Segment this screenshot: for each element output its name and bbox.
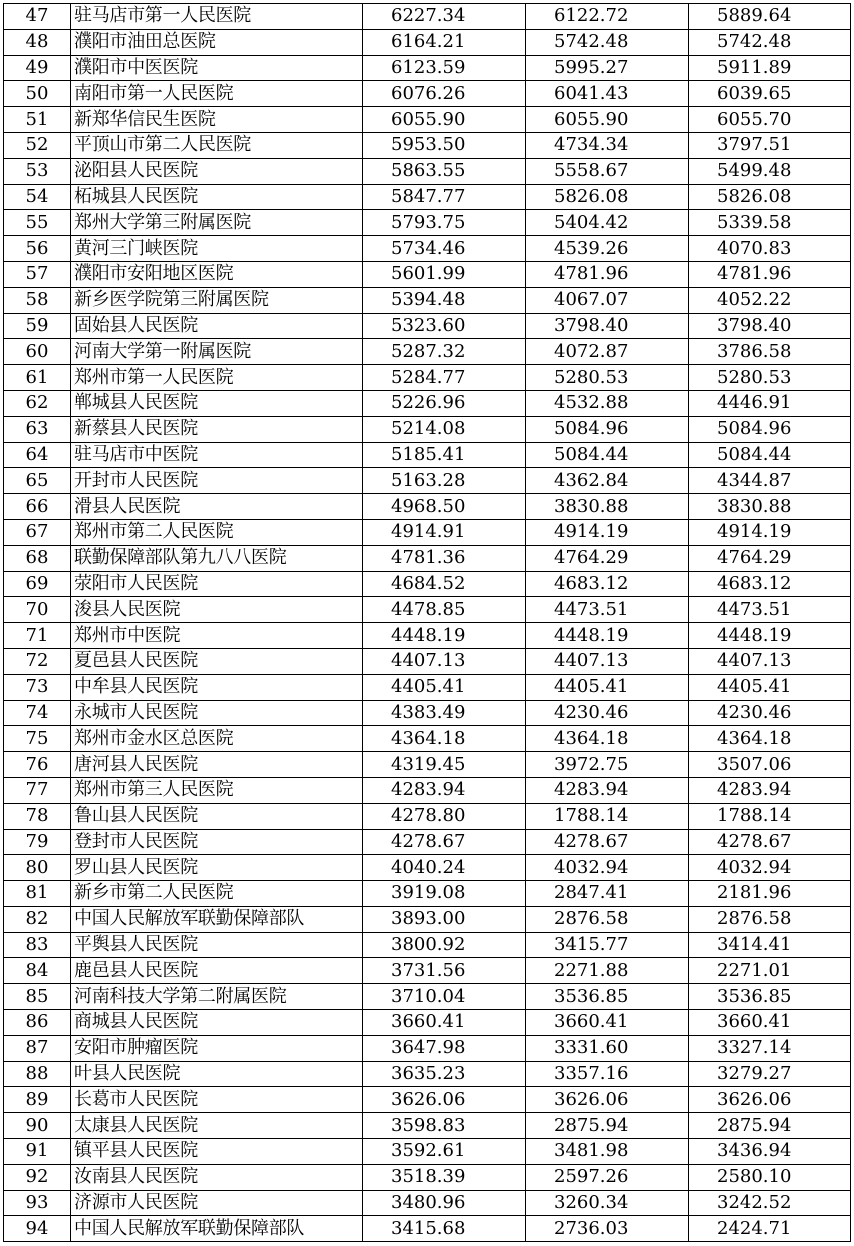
hospital-name-cell: 唐河县人民医院 bbox=[71, 752, 363, 778]
value-cell-3: 4230.46 bbox=[689, 700, 851, 726]
table-row bbox=[4, 623, 851, 649]
value-cell-3: 3798.40 bbox=[689, 313, 851, 339]
value-cell-1: 3660.41 bbox=[363, 1010, 526, 1036]
value-cell-1: 6076.26 bbox=[363, 81, 526, 107]
hospital-name-cell: 郑州市中医院 bbox=[71, 623, 363, 649]
rank-cell: 78 bbox=[4, 803, 71, 829]
rank-cell: 72 bbox=[4, 648, 71, 674]
hospital-name-cell: 濮阳市中医医院 bbox=[71, 55, 363, 81]
value-cell-3: 5084.96 bbox=[689, 416, 851, 442]
value-cell-3: 4032.94 bbox=[689, 855, 851, 881]
value-cell-2: 4532.88 bbox=[526, 390, 689, 416]
table-row bbox=[4, 1087, 851, 1113]
hospital-ranking-table bbox=[3, 3, 851, 1242]
value-cell-3: 5889.64 bbox=[689, 4, 851, 30]
value-cell-2: 4683.12 bbox=[526, 571, 689, 597]
value-cell-1: 4968.50 bbox=[363, 494, 526, 520]
rank-cell: 71 bbox=[4, 623, 71, 649]
table-row bbox=[4, 958, 851, 984]
value-cell-3: 4283.94 bbox=[689, 777, 851, 803]
hospital-name-cell: 濮阳市安阳地区医院 bbox=[71, 261, 363, 287]
table-row bbox=[4, 1010, 851, 1036]
hospital-name-cell: 鲁山县人民医院 bbox=[71, 803, 363, 829]
table-row bbox=[4, 287, 851, 313]
hospital-name-cell: 安阳市肿瘤医院 bbox=[71, 1035, 363, 1061]
value-cell-1: 4283.94 bbox=[363, 777, 526, 803]
rank-cell: 66 bbox=[4, 494, 71, 520]
value-cell-3: 3279.27 bbox=[689, 1061, 851, 1087]
value-cell-2: 4364.18 bbox=[526, 726, 689, 752]
value-cell-3: 1788.14 bbox=[689, 803, 851, 829]
value-cell-3: 3414.41 bbox=[689, 932, 851, 958]
table-row bbox=[4, 881, 851, 907]
value-cell-3: 5339.58 bbox=[689, 210, 851, 236]
table-row bbox=[4, 55, 851, 81]
table-row bbox=[4, 545, 851, 571]
hospital-name-cell: 郑州市第二人民医院 bbox=[71, 519, 363, 545]
hospital-name-cell: 新郑华信民生医院 bbox=[71, 107, 363, 133]
table-body bbox=[4, 4, 851, 1242]
rank-cell: 65 bbox=[4, 468, 71, 494]
value-cell-2: 3260.34 bbox=[526, 1190, 689, 1216]
table-row bbox=[4, 107, 851, 133]
table-row bbox=[4, 803, 851, 829]
value-cell-3: 3507.06 bbox=[689, 752, 851, 778]
value-cell-3: 3536.85 bbox=[689, 984, 851, 1010]
rank-cell: 53 bbox=[4, 158, 71, 184]
value-cell-2: 2736.03 bbox=[526, 1216, 689, 1242]
table-row bbox=[4, 236, 851, 262]
hospital-name-cell: 新蔡县人民医院 bbox=[71, 416, 363, 442]
rank-cell: 75 bbox=[4, 726, 71, 752]
hospital-name-cell: 鹿邑县人民医院 bbox=[71, 958, 363, 984]
rank-cell: 80 bbox=[4, 855, 71, 881]
table-row bbox=[4, 494, 851, 520]
value-cell-1: 3919.08 bbox=[363, 881, 526, 907]
value-cell-2: 5742.48 bbox=[526, 29, 689, 55]
hospital-name-cell: 济源市人民医院 bbox=[71, 1190, 363, 1216]
value-cell-3: 3786.58 bbox=[689, 339, 851, 365]
hospital-name-cell: 中国人民解放军联勤保障部队 bbox=[71, 1216, 363, 1242]
hospital-name-cell: 新乡医学院第三附属医院 bbox=[71, 287, 363, 313]
hospital-name-cell: 濮阳市油田总医院 bbox=[71, 29, 363, 55]
value-cell-3: 4446.91 bbox=[689, 390, 851, 416]
hospital-name-cell: 郸城县人民医院 bbox=[71, 390, 363, 416]
table-row bbox=[4, 184, 851, 210]
value-cell-2: 6122.72 bbox=[526, 4, 689, 30]
hospital-name-cell: 汝南县人民医院 bbox=[71, 1164, 363, 1190]
table-container bbox=[3, 3, 851, 1242]
value-cell-1: 4405.41 bbox=[363, 674, 526, 700]
rank-cell: 58 bbox=[4, 287, 71, 313]
rank-cell: 87 bbox=[4, 1035, 71, 1061]
value-cell-2: 4914.19 bbox=[526, 519, 689, 545]
hospital-name-cell: 南阳市第一人民医院 bbox=[71, 81, 363, 107]
rank-cell: 73 bbox=[4, 674, 71, 700]
value-cell-3: 5826.08 bbox=[689, 184, 851, 210]
value-cell-2: 4473.51 bbox=[526, 597, 689, 623]
rank-cell: 57 bbox=[4, 261, 71, 287]
hospital-name-cell: 驻马店市中医院 bbox=[71, 442, 363, 468]
rank-cell: 59 bbox=[4, 313, 71, 339]
rank-cell: 55 bbox=[4, 210, 71, 236]
value-cell-1: 4478.85 bbox=[363, 597, 526, 623]
value-cell-2: 5826.08 bbox=[526, 184, 689, 210]
rank-cell: 81 bbox=[4, 881, 71, 907]
value-cell-2: 4407.13 bbox=[526, 648, 689, 674]
rank-cell: 60 bbox=[4, 339, 71, 365]
rank-cell: 86 bbox=[4, 1010, 71, 1036]
value-cell-3: 2424.71 bbox=[689, 1216, 851, 1242]
value-cell-3: 3626.06 bbox=[689, 1087, 851, 1113]
value-cell-2: 2271.88 bbox=[526, 958, 689, 984]
rank-cell: 54 bbox=[4, 184, 71, 210]
hospital-name-cell: 中国人民解放军联勤保障部队 bbox=[71, 906, 363, 932]
rank-cell: 70 bbox=[4, 597, 71, 623]
rank-cell: 49 bbox=[4, 55, 71, 81]
value-cell-2: 3798.40 bbox=[526, 313, 689, 339]
value-cell-2: 4539.26 bbox=[526, 236, 689, 262]
hospital-name-cell: 开封市人民医院 bbox=[71, 468, 363, 494]
value-cell-3: 2876.58 bbox=[689, 906, 851, 932]
value-cell-1: 5847.77 bbox=[363, 184, 526, 210]
rank-cell: 85 bbox=[4, 984, 71, 1010]
value-cell-1: 4364.18 bbox=[363, 726, 526, 752]
value-cell-1: 3415.68 bbox=[363, 1216, 526, 1242]
value-cell-1: 3518.39 bbox=[363, 1164, 526, 1190]
table-row bbox=[4, 777, 851, 803]
value-cell-2: 5084.96 bbox=[526, 416, 689, 442]
table-row bbox=[4, 906, 851, 932]
value-cell-3: 3797.51 bbox=[689, 132, 851, 158]
value-cell-1: 5185.41 bbox=[363, 442, 526, 468]
table-row bbox=[4, 1061, 851, 1087]
value-cell-3: 2181.96 bbox=[689, 881, 851, 907]
value-cell-1: 5214.08 bbox=[363, 416, 526, 442]
value-cell-3: 4407.13 bbox=[689, 648, 851, 674]
value-cell-1: 5793.75 bbox=[363, 210, 526, 236]
value-cell-2: 4230.46 bbox=[526, 700, 689, 726]
value-cell-3: 5499.48 bbox=[689, 158, 851, 184]
rank-cell: 93 bbox=[4, 1190, 71, 1216]
value-cell-2: 4781.96 bbox=[526, 261, 689, 287]
table-row bbox=[4, 81, 851, 107]
table-row bbox=[4, 210, 851, 236]
value-cell-1: 5734.46 bbox=[363, 236, 526, 262]
rank-cell: 92 bbox=[4, 1164, 71, 1190]
value-cell-2: 4734.34 bbox=[526, 132, 689, 158]
value-cell-2: 2875.94 bbox=[526, 1113, 689, 1139]
table-row bbox=[4, 313, 851, 339]
value-cell-1: 3592.61 bbox=[363, 1139, 526, 1165]
hospital-name-cell: 太康县人民医院 bbox=[71, 1113, 363, 1139]
rank-cell: 91 bbox=[4, 1139, 71, 1165]
value-cell-1: 4040.24 bbox=[363, 855, 526, 881]
value-cell-2: 6055.90 bbox=[526, 107, 689, 133]
value-cell-1: 6055.90 bbox=[363, 107, 526, 133]
rank-cell: 67 bbox=[4, 519, 71, 545]
table-row bbox=[4, 700, 851, 726]
value-cell-2: 2876.58 bbox=[526, 906, 689, 932]
hospital-name-cell: 夏邑县人民医院 bbox=[71, 648, 363, 674]
table-row bbox=[4, 1139, 851, 1165]
table-row bbox=[4, 1113, 851, 1139]
value-cell-3: 2271.01 bbox=[689, 958, 851, 984]
hospital-name-cell: 新乡市第二人民医院 bbox=[71, 881, 363, 907]
value-cell-2: 4764.29 bbox=[526, 545, 689, 571]
rank-cell: 64 bbox=[4, 442, 71, 468]
rank-cell: 52 bbox=[4, 132, 71, 158]
value-cell-1: 4781.36 bbox=[363, 545, 526, 571]
hospital-name-cell: 商城县人民医院 bbox=[71, 1010, 363, 1036]
table-row bbox=[4, 571, 851, 597]
hospital-name-cell: 郑州市第三人民医院 bbox=[71, 777, 363, 803]
value-cell-1: 5163.28 bbox=[363, 468, 526, 494]
table-row bbox=[4, 468, 851, 494]
value-cell-1: 5226.96 bbox=[363, 390, 526, 416]
value-cell-2: 3660.41 bbox=[526, 1010, 689, 1036]
table-row bbox=[4, 752, 851, 778]
rank-cell: 94 bbox=[4, 1216, 71, 1242]
value-cell-1: 4407.13 bbox=[363, 648, 526, 674]
hospital-name-cell: 滑县人民医院 bbox=[71, 494, 363, 520]
value-cell-1: 4684.52 bbox=[363, 571, 526, 597]
value-cell-2: 3626.06 bbox=[526, 1087, 689, 1113]
rank-cell: 68 bbox=[4, 545, 71, 571]
table-row bbox=[4, 4, 851, 30]
value-cell-3: 3436.94 bbox=[689, 1139, 851, 1165]
value-cell-3: 4405.41 bbox=[689, 674, 851, 700]
value-cell-2: 2597.26 bbox=[526, 1164, 689, 1190]
rank-cell: 84 bbox=[4, 958, 71, 984]
value-cell-2: 5995.27 bbox=[526, 55, 689, 81]
value-cell-2: 3357.16 bbox=[526, 1061, 689, 1087]
value-cell-1: 4914.91 bbox=[363, 519, 526, 545]
value-cell-2: 3331.60 bbox=[526, 1035, 689, 1061]
hospital-name-cell: 浚县人民医院 bbox=[71, 597, 363, 623]
value-cell-3: 4683.12 bbox=[689, 571, 851, 597]
value-cell-2: 4067.07 bbox=[526, 287, 689, 313]
hospital-name-cell: 罗山县人民医院 bbox=[71, 855, 363, 881]
table-row bbox=[4, 1216, 851, 1242]
value-cell-2: 4448.19 bbox=[526, 623, 689, 649]
hospital-name-cell: 郑州市第一人民医院 bbox=[71, 365, 363, 391]
value-cell-2: 4278.67 bbox=[526, 829, 689, 855]
value-cell-1: 5394.48 bbox=[363, 287, 526, 313]
rank-cell: 89 bbox=[4, 1087, 71, 1113]
value-cell-2: 2847.41 bbox=[526, 881, 689, 907]
table-row bbox=[4, 132, 851, 158]
rank-cell: 79 bbox=[4, 829, 71, 855]
value-cell-2: 6041.43 bbox=[526, 81, 689, 107]
value-cell-3: 4448.19 bbox=[689, 623, 851, 649]
value-cell-1: 5284.77 bbox=[363, 365, 526, 391]
value-cell-3: 4473.51 bbox=[689, 597, 851, 623]
value-cell-1: 4448.19 bbox=[363, 623, 526, 649]
rank-cell: 82 bbox=[4, 906, 71, 932]
table-row bbox=[4, 674, 851, 700]
value-cell-3: 6055.70 bbox=[689, 107, 851, 133]
value-cell-1: 6227.34 bbox=[363, 4, 526, 30]
value-cell-3: 2875.94 bbox=[689, 1113, 851, 1139]
table-row bbox=[4, 339, 851, 365]
table-row bbox=[4, 416, 851, 442]
hospital-name-cell: 柘城县人民医院 bbox=[71, 184, 363, 210]
value-cell-1: 3800.92 bbox=[363, 932, 526, 958]
value-cell-1: 6164.21 bbox=[363, 29, 526, 55]
value-cell-1: 5287.32 bbox=[363, 339, 526, 365]
value-cell-3: 4914.19 bbox=[689, 519, 851, 545]
value-cell-1: 6123.59 bbox=[363, 55, 526, 81]
table-row bbox=[4, 984, 851, 1010]
value-cell-1: 4383.49 bbox=[363, 700, 526, 726]
value-cell-3: 4344.87 bbox=[689, 468, 851, 494]
value-cell-2: 4032.94 bbox=[526, 855, 689, 881]
table-row bbox=[4, 158, 851, 184]
hospital-name-cell: 叶县人民医院 bbox=[71, 1061, 363, 1087]
value-cell-3: 3660.41 bbox=[689, 1010, 851, 1036]
value-cell-3: 4764.29 bbox=[689, 545, 851, 571]
table-row bbox=[4, 261, 851, 287]
table-row bbox=[4, 29, 851, 55]
value-cell-3: 5280.53 bbox=[689, 365, 851, 391]
table-row bbox=[4, 519, 851, 545]
table-row bbox=[4, 1164, 851, 1190]
value-cell-3: 4070.83 bbox=[689, 236, 851, 262]
table-row bbox=[4, 932, 851, 958]
value-cell-3: 3327.14 bbox=[689, 1035, 851, 1061]
value-cell-1: 3647.98 bbox=[363, 1035, 526, 1061]
table-row bbox=[4, 1035, 851, 1061]
hospital-name-cell: 黄河三门峡医院 bbox=[71, 236, 363, 262]
value-cell-3: 5911.89 bbox=[689, 55, 851, 81]
table-row bbox=[4, 597, 851, 623]
value-cell-1: 3480.96 bbox=[363, 1190, 526, 1216]
rank-cell: 61 bbox=[4, 365, 71, 391]
value-cell-1: 5601.99 bbox=[363, 261, 526, 287]
value-cell-1: 3626.06 bbox=[363, 1087, 526, 1113]
value-cell-1: 4278.80 bbox=[363, 803, 526, 829]
rank-cell: 48 bbox=[4, 29, 71, 55]
value-cell-1: 3710.04 bbox=[363, 984, 526, 1010]
value-cell-1: 3635.23 bbox=[363, 1061, 526, 1087]
hospital-name-cell: 联勤保障部队第九八八医院 bbox=[71, 545, 363, 571]
hospital-name-cell: 河南大学第一附属医院 bbox=[71, 339, 363, 365]
value-cell-2: 3536.85 bbox=[526, 984, 689, 1010]
hospital-name-cell: 永城市人民医院 bbox=[71, 700, 363, 726]
value-cell-1: 4278.67 bbox=[363, 829, 526, 855]
value-cell-2: 3830.88 bbox=[526, 494, 689, 520]
value-cell-2: 5558.67 bbox=[526, 158, 689, 184]
value-cell-2: 5084.44 bbox=[526, 442, 689, 468]
rank-cell: 50 bbox=[4, 81, 71, 107]
rank-cell: 76 bbox=[4, 752, 71, 778]
rank-cell: 56 bbox=[4, 236, 71, 262]
table-row bbox=[4, 829, 851, 855]
value-cell-3: 4781.96 bbox=[689, 261, 851, 287]
hospital-name-cell: 登封市人民医院 bbox=[71, 829, 363, 855]
table-row bbox=[4, 648, 851, 674]
value-cell-1: 5953.50 bbox=[363, 132, 526, 158]
hospital-name-cell: 郑州大学第三附属医院 bbox=[71, 210, 363, 236]
table-row bbox=[4, 855, 851, 881]
hospital-name-cell: 平顶山市第二人民医院 bbox=[71, 132, 363, 158]
rank-cell: 90 bbox=[4, 1113, 71, 1139]
value-cell-2: 4283.94 bbox=[526, 777, 689, 803]
value-cell-2: 4362.84 bbox=[526, 468, 689, 494]
value-cell-1: 5863.55 bbox=[363, 158, 526, 184]
hospital-name-cell: 泌阳县人民医院 bbox=[71, 158, 363, 184]
value-cell-1: 5323.60 bbox=[363, 313, 526, 339]
value-cell-2: 4072.87 bbox=[526, 339, 689, 365]
table-row bbox=[4, 390, 851, 416]
value-cell-1: 3731.56 bbox=[363, 958, 526, 984]
hospital-name-cell: 驻马店市第一人民医院 bbox=[71, 4, 363, 30]
value-cell-2: 3481.98 bbox=[526, 1139, 689, 1165]
hospital-name-cell: 河南科技大学第二附属医院 bbox=[71, 984, 363, 1010]
hospital-name-cell: 平舆县人民医院 bbox=[71, 932, 363, 958]
rank-cell: 77 bbox=[4, 777, 71, 803]
hospital-name-cell: 郑州市金水区总医院 bbox=[71, 726, 363, 752]
hospital-name-cell: 镇平县人民医院 bbox=[71, 1139, 363, 1165]
value-cell-3: 2580.10 bbox=[689, 1164, 851, 1190]
rank-cell: 88 bbox=[4, 1061, 71, 1087]
hospital-name-cell: 荥阳市人民医院 bbox=[71, 571, 363, 597]
value-cell-1: 3598.83 bbox=[363, 1113, 526, 1139]
value-cell-3: 3242.52 bbox=[689, 1190, 851, 1216]
table-row bbox=[4, 442, 851, 468]
rank-cell: 74 bbox=[4, 700, 71, 726]
hospital-name-cell: 固始县人民医院 bbox=[71, 313, 363, 339]
table-row bbox=[4, 726, 851, 752]
rank-cell: 69 bbox=[4, 571, 71, 597]
value-cell-1: 3893.00 bbox=[363, 906, 526, 932]
value-cell-2: 4405.41 bbox=[526, 674, 689, 700]
rank-cell: 51 bbox=[4, 107, 71, 133]
rank-cell: 47 bbox=[4, 4, 71, 30]
value-cell-1: 4319.45 bbox=[363, 752, 526, 778]
table-row bbox=[4, 365, 851, 391]
value-cell-3: 6039.65 bbox=[689, 81, 851, 107]
value-cell-2: 3972.75 bbox=[526, 752, 689, 778]
value-cell-2: 1788.14 bbox=[526, 803, 689, 829]
hospital-name-cell: 中牟县人民医院 bbox=[71, 674, 363, 700]
value-cell-3: 5742.48 bbox=[689, 29, 851, 55]
value-cell-2: 5280.53 bbox=[526, 365, 689, 391]
value-cell-3: 4278.67 bbox=[689, 829, 851, 855]
hospital-name-cell: 长葛市人民医院 bbox=[71, 1087, 363, 1113]
table-row bbox=[4, 1190, 851, 1216]
value-cell-3: 4052.22 bbox=[689, 287, 851, 313]
rank-cell: 63 bbox=[4, 416, 71, 442]
value-cell-2: 5404.42 bbox=[526, 210, 689, 236]
rank-cell: 62 bbox=[4, 390, 71, 416]
rank-cell: 83 bbox=[4, 932, 71, 958]
value-cell-3: 4364.18 bbox=[689, 726, 851, 752]
value-cell-2: 3415.77 bbox=[526, 932, 689, 958]
value-cell-3: 5084.44 bbox=[689, 442, 851, 468]
value-cell-3: 3830.88 bbox=[689, 494, 851, 520]
